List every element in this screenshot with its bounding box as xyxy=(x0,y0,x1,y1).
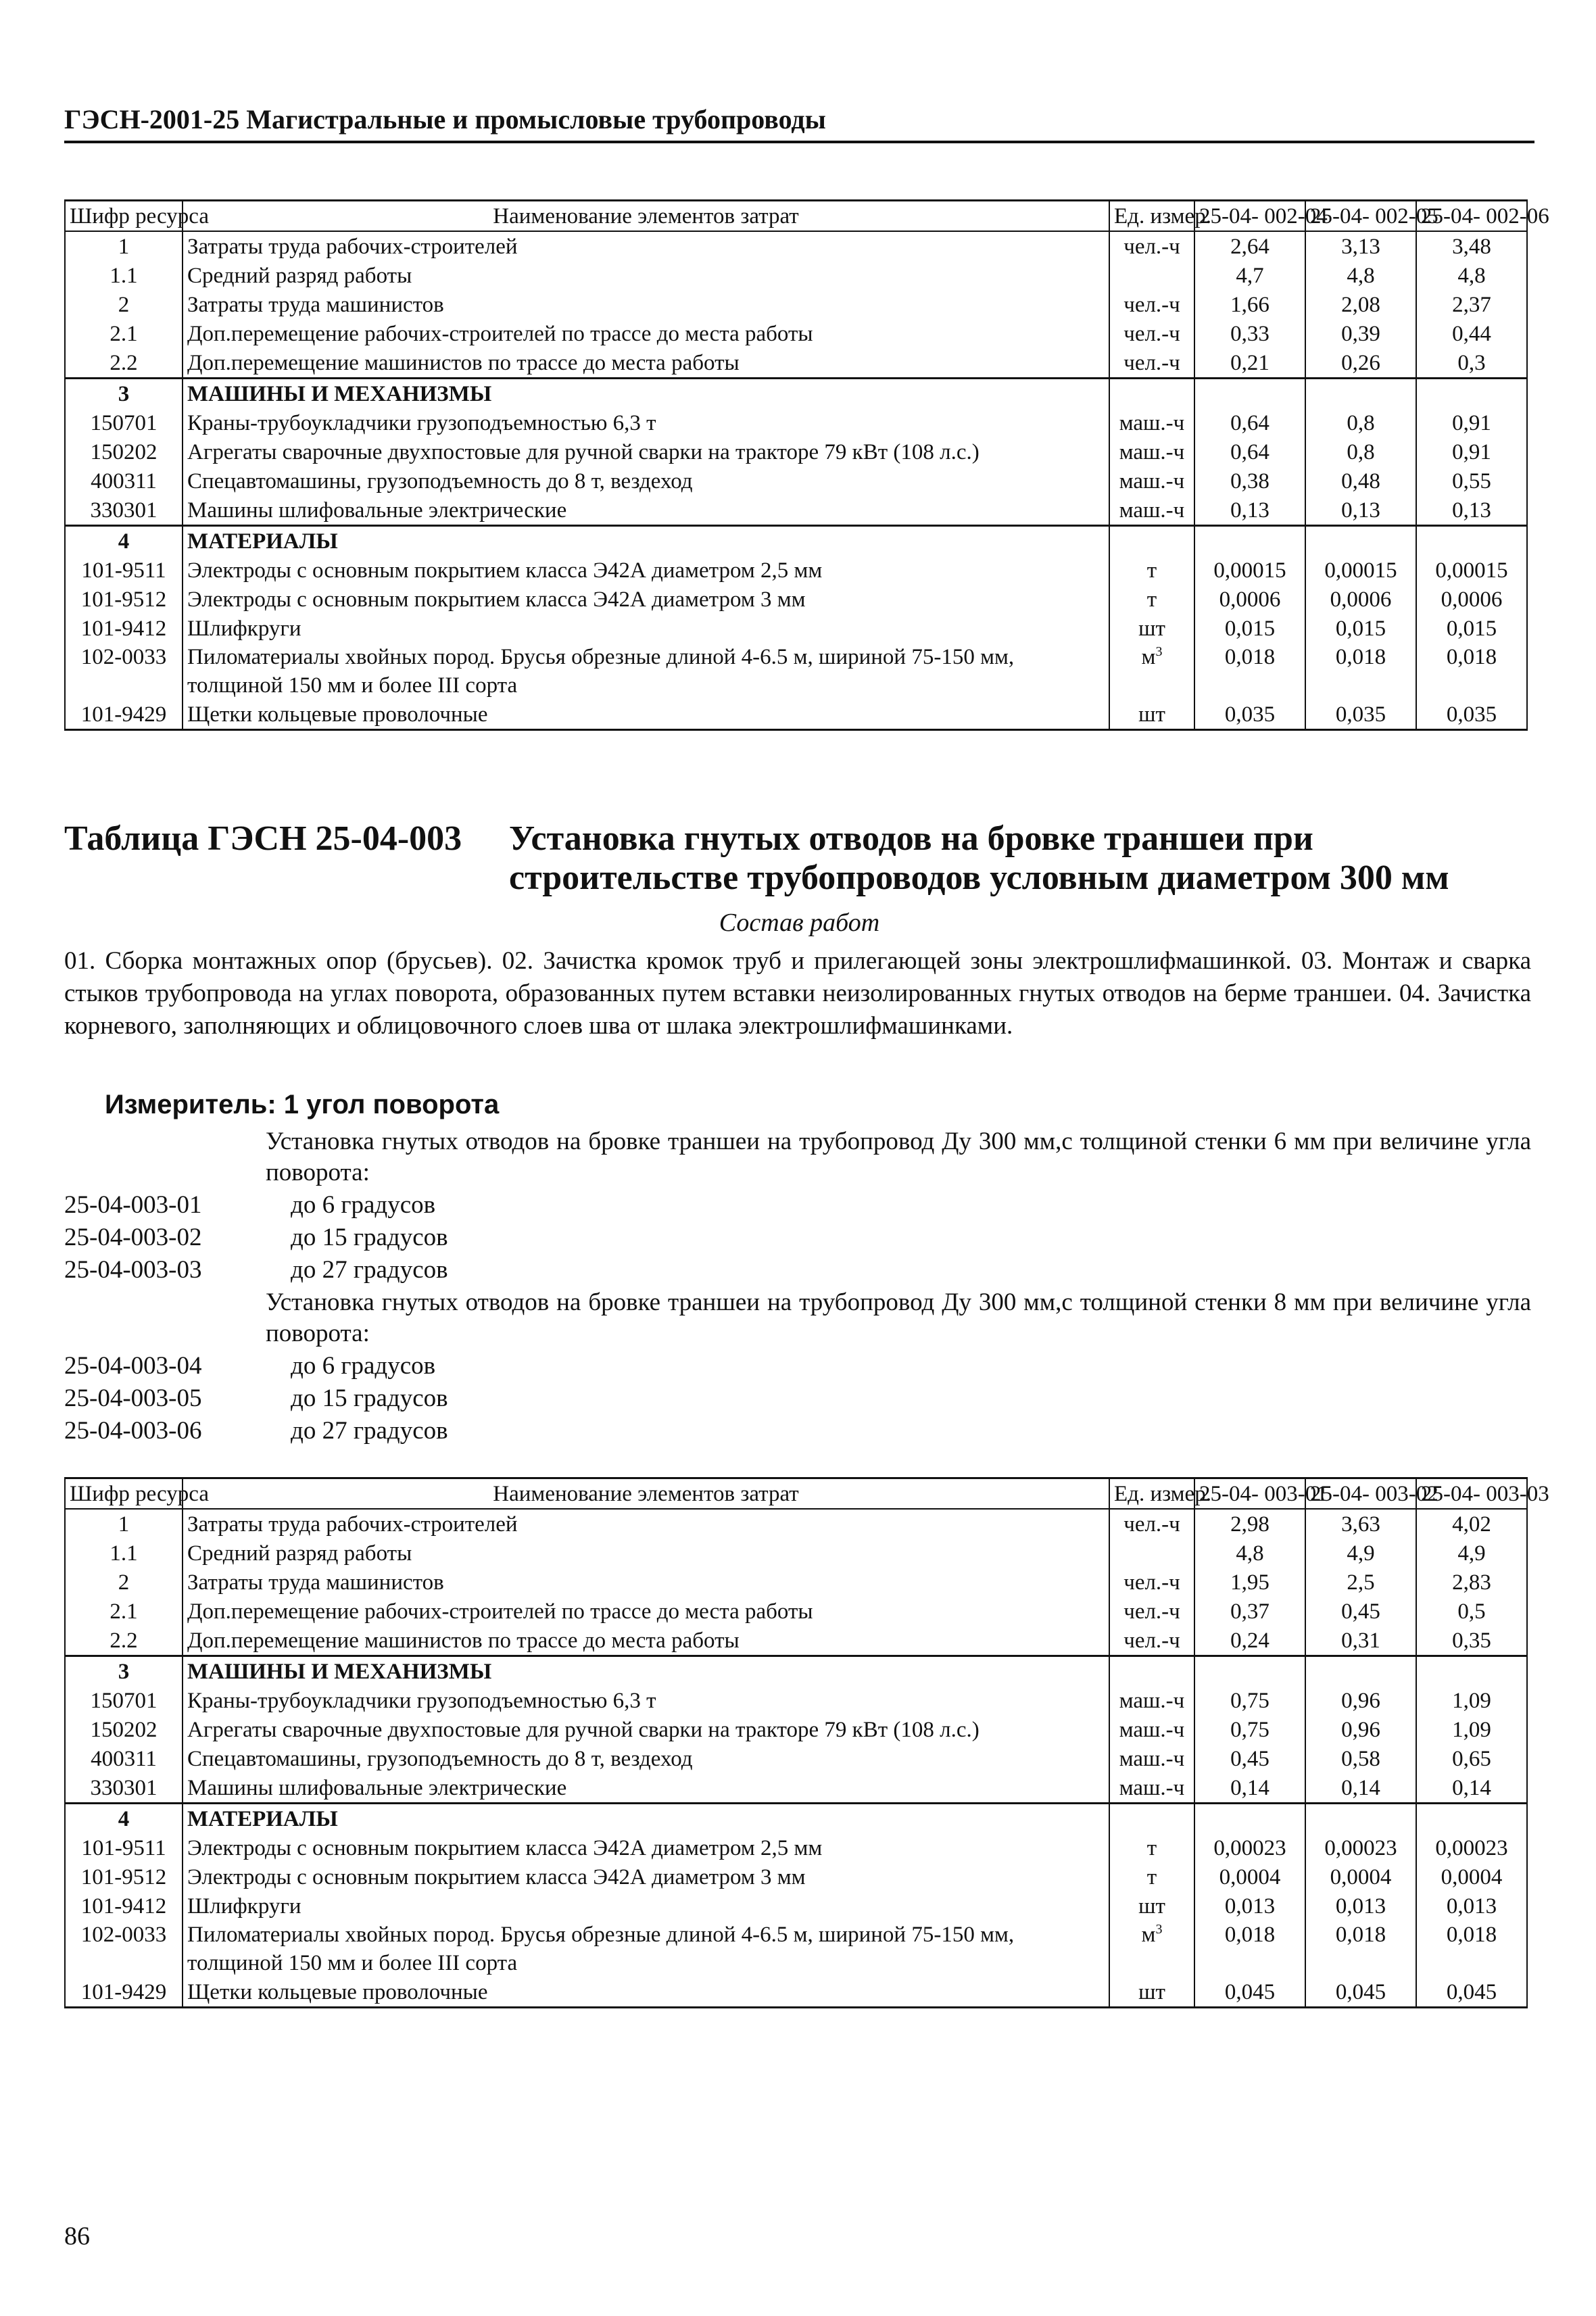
value-3: 0,035 xyxy=(1416,700,1527,730)
value-2: 0,018 xyxy=(1305,643,1416,700)
unit: т xyxy=(1109,585,1194,614)
variant-code: 25-04-003-03 xyxy=(64,1256,202,1284)
value-3: 0,018 xyxy=(1416,643,1527,700)
value-1: 4,7 xyxy=(1194,261,1305,290)
unit: чел.-ч xyxy=(1109,1568,1194,1597)
value-2: 0,96 xyxy=(1305,1686,1416,1715)
value-1: 4,8 xyxy=(1194,1539,1305,1568)
value-2: 0,13 xyxy=(1305,496,1416,526)
unit xyxy=(1109,1921,1194,1977)
cost-element-name: Средний разряд работы xyxy=(183,1539,1109,1568)
value-2: 0,31 xyxy=(1305,1626,1416,1656)
value-3: 3,48 xyxy=(1416,231,1527,261)
value-3: 0,045 xyxy=(1416,1977,1527,2008)
variant-item xyxy=(64,1190,435,1221)
cost-element-name: МАШИНЫ И МЕХАНИЗМЫ xyxy=(183,379,1109,409)
value-1: 0,00023 xyxy=(1194,1833,1305,1862)
cost-element-name: Щетки кольцевые проволочные xyxy=(183,1977,1109,2008)
variant-text: до 15 градусов xyxy=(291,1384,448,1412)
value-1 xyxy=(1194,526,1305,556)
unit xyxy=(1109,643,1194,700)
variant-code: 25-04-003-06 xyxy=(64,1417,202,1445)
value-1: 1,95 xyxy=(1194,1568,1305,1597)
unit: маш.-ч xyxy=(1109,1773,1194,1804)
cost-element-name: Машины шлифовальные электрические xyxy=(183,496,1109,526)
value-3: 0,35 xyxy=(1416,1626,1527,1656)
value-3 xyxy=(1416,1656,1527,1687)
cost-element-name: МАТЕРИАЛЫ xyxy=(183,1804,1109,1834)
cost-element-name: Электроды с основным покрытием класса Э42А диаметром 2,5 мм xyxy=(183,556,1109,585)
value-2: 0,96 xyxy=(1305,1715,1416,1744)
unit: т xyxy=(1109,556,1194,585)
value-1: 0,013 xyxy=(1194,1891,1305,1921)
resource-code: 3 xyxy=(65,1656,183,1687)
cost-element-name: Краны-трубоукладчики грузоподъемностью 6,3 т xyxy=(183,1686,1109,1715)
value-2: 0,26 xyxy=(1305,348,1416,379)
table-row xyxy=(65,526,1527,556)
value-2: 4,8 xyxy=(1305,261,1416,290)
resource-code: 2 xyxy=(65,1568,183,1597)
value-2: 3,63 xyxy=(1305,1509,1416,1539)
value-2: 0,015 xyxy=(1305,614,1416,643)
resource-code: 101-9512 xyxy=(65,1862,183,1891)
value-2: 0,013 xyxy=(1305,1891,1416,1921)
value-2 xyxy=(1305,379,1416,409)
table-row xyxy=(65,496,1527,526)
value-1: 0,33 xyxy=(1194,319,1305,348)
value-1: 0,13 xyxy=(1194,496,1305,526)
cost-element-name: Агрегаты сварочные двухпостовые для ручной сварки на тракторе 79 кВт (108 л.с.) xyxy=(183,437,1109,466)
table-row xyxy=(65,437,1527,466)
table-row xyxy=(65,1773,1527,1804)
unit: маш.-ч xyxy=(1109,466,1194,496)
header-col-1: 25-04- 003-01 xyxy=(1194,1478,1305,1510)
header-col-2: 25-04- 003-02 xyxy=(1305,1478,1416,1510)
value-2: 4,9 xyxy=(1305,1539,1416,1568)
table-row xyxy=(65,1597,1527,1626)
header-col-3: 25-04- 002-06 xyxy=(1416,201,1527,232)
resource-code: 150701 xyxy=(65,1686,183,1715)
resource-code: 101-9429 xyxy=(65,700,183,730)
value-1: 0,45 xyxy=(1194,1744,1305,1773)
value-3: 0,13 xyxy=(1416,496,1527,526)
resource-code: 1.1 xyxy=(65,261,183,290)
cost-element-name: Электроды с основным покрытием класса Э42А диаметром 2,5 мм xyxy=(183,1833,1109,1862)
resource-table-003 xyxy=(64,1477,1549,2008)
value-3: 2,37 xyxy=(1416,290,1527,319)
value-2: 0,0006 xyxy=(1305,585,1416,614)
value-3: 0,0004 xyxy=(1416,1862,1527,1891)
unit: шт xyxy=(1109,700,1194,730)
unit xyxy=(1109,526,1194,556)
table-row xyxy=(65,1686,1527,1715)
cost-element-name: Спецавтомашины, грузоподъемность до 8 т, вездеход xyxy=(183,1744,1109,1773)
table-row xyxy=(65,556,1527,585)
value-1: 0,045 xyxy=(1194,1977,1305,2008)
cost-element-name: Спецавтомашины, грузоподъемность до 8 т, вездеход xyxy=(183,466,1109,496)
resource-code: 150701 xyxy=(65,408,183,437)
value-2: 2,08 xyxy=(1305,290,1416,319)
resource-code: 2 xyxy=(65,290,183,319)
unit: шт xyxy=(1109,1977,1194,2008)
running-header: ГЭСН-2001-25 Магистральные и промысловые трубопроводы xyxy=(64,103,1534,143)
variant-text: до 27 градусов xyxy=(291,1417,448,1445)
unit: маш.-ч xyxy=(1109,1686,1194,1715)
resource-code: 101-9511 xyxy=(65,1833,183,1862)
cost-element-name: Машины шлифовальные электрические xyxy=(183,1773,1109,1804)
value-2: 0,0004 xyxy=(1305,1862,1416,1891)
table-row xyxy=(65,585,1527,614)
header-unit: Ед. измер. xyxy=(1109,1478,1194,1510)
value-1: 0,64 xyxy=(1194,437,1305,466)
page-number: 86 xyxy=(64,2222,90,2250)
header-name: Наименование элементов затрат xyxy=(183,1478,1109,1510)
table-row xyxy=(65,1833,1527,1862)
value-3: 0,55 xyxy=(1416,466,1527,496)
resource-code: 101-9412 xyxy=(65,1891,183,1921)
unit xyxy=(1109,261,1194,290)
value-3: 0,44 xyxy=(1416,319,1527,348)
header-unit: Ед. измер. xyxy=(1109,201,1194,232)
cost-element-name: МАТЕРИАЛЫ xyxy=(183,526,1109,556)
cost-element-name: Средний разряд работы xyxy=(183,261,1109,290)
unit-exponent: 3 xyxy=(1155,1922,1163,1937)
table-row xyxy=(65,261,1527,290)
value-1: 0,015 xyxy=(1194,614,1305,643)
value-3: 0,00023 xyxy=(1416,1833,1527,1862)
value-3: 0,0006 xyxy=(1416,585,1527,614)
table-row xyxy=(65,466,1527,496)
table-row xyxy=(65,290,1527,319)
resource-code: 330301 xyxy=(65,496,183,526)
resource-code: 2.1 xyxy=(65,319,183,348)
value-2 xyxy=(1305,1656,1416,1687)
unit: чел.-ч xyxy=(1109,231,1194,261)
table-row xyxy=(65,1539,1527,1568)
table-row xyxy=(65,1804,1527,1834)
value-2: 2,5 xyxy=(1305,1568,1416,1597)
value-2: 0,39 xyxy=(1305,319,1416,348)
value-1: 1,66 xyxy=(1194,290,1305,319)
unit xyxy=(1109,1656,1194,1687)
unit: шт xyxy=(1109,614,1194,643)
value-3 xyxy=(1416,526,1527,556)
value-2: 0,8 xyxy=(1305,437,1416,466)
unit: маш.-ч xyxy=(1109,496,1194,526)
resource-code: 4 xyxy=(65,526,183,556)
cost-element-name: Краны-трубоукладчики грузоподъемностью 6,3 т xyxy=(183,408,1109,437)
value-3: 0,14 xyxy=(1416,1773,1527,1804)
unit: т xyxy=(1109,1833,1194,1862)
cost-element-name: Щетки кольцевые проволочные xyxy=(183,700,1109,730)
cost-element-name: Доп.перемещение рабочих-строителей по трассе до места работы xyxy=(183,319,1109,348)
value-3: 4,02 xyxy=(1416,1509,1527,1539)
value-1 xyxy=(1194,1656,1305,1687)
table-row xyxy=(65,1977,1527,2008)
value-1: 0,018 xyxy=(1194,1921,1305,1977)
value-3: 0,00015 xyxy=(1416,556,1527,585)
resource-code: 2.2 xyxy=(65,1626,183,1656)
cost-element-name: Электроды с основным покрытием класса Э42А диаметром 3 мм xyxy=(183,1862,1109,1891)
unit: маш.-ч xyxy=(1109,437,1194,466)
resource-code: 101-9512 xyxy=(65,585,183,614)
value-3 xyxy=(1416,1804,1527,1834)
unit: т xyxy=(1109,1862,1194,1891)
resource-code: 1 xyxy=(65,1509,183,1539)
cost-element-name: Доп.перемещение рабочих-строителей по трассе до места работы xyxy=(183,1597,1109,1626)
value-2: 0,45 xyxy=(1305,1597,1416,1626)
value-1 xyxy=(1194,1804,1305,1834)
unit-exponent: 3 xyxy=(1155,644,1163,659)
cost-element-name: Пиломатериалы хвойных пород. Брусья обрезные длиной 4-6.5 м, шириной 75-150 мм, толщиной 150 мм и более III сорта xyxy=(183,1921,1109,1977)
value-2: 0,00023 xyxy=(1305,1833,1416,1862)
variant-item xyxy=(64,1222,448,1253)
group-intro-1: Установка гнутых отводов на бровке траншеи на трубопровод Ду 300 мм,с толщиной стенки 6 мм при величине угла поворота: xyxy=(266,1128,1531,1186)
value-1: 2,98 xyxy=(1194,1509,1305,1539)
resource-code: 400311 xyxy=(65,466,183,496)
value-2: 0,48 xyxy=(1305,466,1416,496)
unit: маш.-ч xyxy=(1109,1715,1194,1744)
variant-code: 25-04-003-04 xyxy=(64,1352,202,1380)
cost-element-name: Затраты труда машинистов xyxy=(183,1568,1109,1597)
resource-code: 101-9511 xyxy=(65,556,183,585)
resource-code: 1.1 xyxy=(65,1539,183,1568)
header-col-3: 25-04- 003-03 xyxy=(1416,1478,1527,1510)
value-3: 1,09 xyxy=(1416,1686,1527,1715)
cost-element-name: Доп.перемещение машинистов по трассе до места работы xyxy=(183,348,1109,379)
table-row xyxy=(65,614,1527,643)
value-3: 0,91 xyxy=(1416,408,1527,437)
header-code: Шифр ресурса xyxy=(65,1478,183,1510)
value-2: 0,14 xyxy=(1305,1773,1416,1804)
resource-code: 3 xyxy=(65,379,183,409)
unit: чел.-ч xyxy=(1109,1597,1194,1626)
value-2: 0,58 xyxy=(1305,1744,1416,1773)
variant-code: 25-04-003-02 xyxy=(64,1224,202,1251)
variant-code: 25-04-003-01 xyxy=(64,1191,202,1219)
composition-text: 01. Сборка монтажных опор (брусьев). 02. Зачистка кромок труб и прилегающей зоны электрошлифмашинкой. 03. Монтаж и сварка стыков трубопровода на углах поворота, образованных путем вставки неизолированных гнутых отводов на берме траншеи. 04. Зачистка корневого, заполняющих и облицовочного слоев шва от шлака электрошлифмашинками. xyxy=(64,947,1531,1040)
cost-element-name: МАШИНЫ И МЕХАНИЗМЫ xyxy=(183,1656,1109,1687)
value-3: 0,5 xyxy=(1416,1597,1527,1626)
table-row xyxy=(65,319,1527,348)
value-2: 3,13 xyxy=(1305,231,1416,261)
cost-element-name: Шлифкруги xyxy=(183,1891,1109,1921)
cost-element-name: Агрегаты сварочные двухпостовые для ручной сварки на тракторе 79 кВт (108 л.с.) xyxy=(183,1715,1109,1744)
value-2 xyxy=(1305,1804,1416,1834)
table-row xyxy=(65,231,1527,261)
header-col-1: 25-04- 002-04 xyxy=(1194,201,1305,232)
value-2: 0,035 xyxy=(1305,700,1416,730)
unit xyxy=(1109,379,1194,409)
table-title-text: Установка гнутых отводов на бровке траншеи при строительстве трубопроводов условным диаметром 300 мм xyxy=(509,819,1449,897)
resource-code: 101-9412 xyxy=(65,614,183,643)
value-1: 0,21 xyxy=(1194,348,1305,379)
value-1: 0,14 xyxy=(1194,1773,1305,1804)
value-1: 0,64 xyxy=(1194,408,1305,437)
value-1: 0,018 xyxy=(1194,643,1305,700)
resource-code: 150202 xyxy=(65,1715,183,1744)
table-row xyxy=(65,379,1527,409)
value-1: 2,64 xyxy=(1194,231,1305,261)
table-row xyxy=(65,1509,1527,1539)
value-1 xyxy=(1194,379,1305,409)
variant-text: до 27 градусов xyxy=(291,1256,448,1284)
unit: чел.-ч xyxy=(1109,319,1194,348)
cost-element-name: Затраты труда машинистов xyxy=(183,290,1109,319)
table-row xyxy=(65,1568,1527,1597)
unit: маш.-ч xyxy=(1109,408,1194,437)
composition-heading: Состав работ xyxy=(719,909,880,937)
resource-table-002 xyxy=(64,199,1549,731)
value-2: 0,00015 xyxy=(1305,556,1416,585)
table-row xyxy=(65,408,1527,437)
resource-code: 101-9429 xyxy=(65,1977,183,2008)
table-row xyxy=(65,1715,1527,1744)
resource-code: 1 xyxy=(65,231,183,261)
cost-element-name: Пиломатериалы хвойных пород. Брусья обрезные длиной 4-6.5 м, шириной 75-150 мм, толщиной 150 мм и более III сорта xyxy=(183,643,1109,700)
unit-base: м xyxy=(1141,645,1156,669)
table-row xyxy=(65,643,1527,700)
group-intro-2: Установка гнутых отводов на бровке траншеи на трубопровод Ду 300 мм,с толщиной стенки 8 мм при величине угла поворота: xyxy=(266,1288,1531,1347)
table-row xyxy=(65,1656,1527,1687)
value-3: 0,015 xyxy=(1416,614,1527,643)
value-2: 0,045 xyxy=(1305,1977,1416,2008)
table-header-row xyxy=(65,201,1527,232)
value-3: 0,65 xyxy=(1416,1744,1527,1773)
cost-element-name: Затраты труда рабочих-строителей xyxy=(183,1509,1109,1539)
cost-element-name: Доп.перемещение машинистов по трассе до места работы xyxy=(183,1626,1109,1656)
value-1: 0,0006 xyxy=(1194,585,1305,614)
value-3: 4,8 xyxy=(1416,261,1527,290)
header-col-2: 25-04- 002-05 xyxy=(1305,201,1416,232)
value-1: 0,37 xyxy=(1194,1597,1305,1626)
resource-code: 400311 xyxy=(65,1744,183,1773)
value-3: 1,09 xyxy=(1416,1715,1527,1744)
variant-text: до 6 градусов xyxy=(291,1352,436,1380)
value-1: 0,035 xyxy=(1194,700,1305,730)
unit: чел.-ч xyxy=(1109,290,1194,319)
cost-element-name: Электроды с основным покрытием класса Э42А диаметром 3 мм xyxy=(183,585,1109,614)
variant-code: 25-04-003-05 xyxy=(64,1384,202,1412)
table-row xyxy=(65,348,1527,379)
cost-element-name: Шлифкруги xyxy=(183,614,1109,643)
value-2: 0,018 xyxy=(1305,1921,1416,1977)
value-3 xyxy=(1416,379,1527,409)
value-3: 0,013 xyxy=(1416,1891,1527,1921)
unit: чел.-ч xyxy=(1109,1626,1194,1656)
table-header-row xyxy=(65,1478,1527,1510)
value-1: 0,75 xyxy=(1194,1686,1305,1715)
value-3: 0,3 xyxy=(1416,348,1527,379)
value-3: 0,91 xyxy=(1416,437,1527,466)
variant-item xyxy=(64,1351,435,1382)
value-2 xyxy=(1305,526,1416,556)
resource-code: 2.1 xyxy=(65,1597,183,1626)
variant-text: до 6 градусов xyxy=(291,1191,436,1219)
value-3: 4,9 xyxy=(1416,1539,1527,1568)
variant-item xyxy=(64,1383,448,1414)
table-row xyxy=(65,1744,1527,1773)
unit xyxy=(1109,1804,1194,1834)
table-row xyxy=(65,700,1527,730)
table-row xyxy=(65,1626,1527,1656)
unit: маш.-ч xyxy=(1109,1744,1194,1773)
meter-label: Измеритель: 1 угол поворота xyxy=(105,1090,500,1119)
header-code: Шифр ресурса xyxy=(65,201,183,232)
unit: чел.-ч xyxy=(1109,1509,1194,1539)
unit-base: м xyxy=(1141,1923,1156,1947)
value-1: 0,24 xyxy=(1194,1626,1305,1656)
value-1: 0,0004 xyxy=(1194,1862,1305,1891)
value-3: 0,018 xyxy=(1416,1921,1527,1977)
variant-item xyxy=(64,1255,448,1286)
resource-code: 102-0033 xyxy=(65,1921,183,1977)
table-row xyxy=(65,1921,1527,1977)
variant-item xyxy=(64,1416,448,1447)
resource-code: 2.2 xyxy=(65,348,183,379)
table-row xyxy=(65,1862,1527,1891)
unit: чел.-ч xyxy=(1109,348,1194,379)
value-1: 0,00015 xyxy=(1194,556,1305,585)
value-2: 0,8 xyxy=(1305,408,1416,437)
header-name: Наименование элементов затрат xyxy=(183,201,1109,232)
value-3: 2,83 xyxy=(1416,1568,1527,1597)
resource-code: 150202 xyxy=(65,437,183,466)
value-1: 0,38 xyxy=(1194,466,1305,496)
cost-element-name: Затраты труда рабочих-строителей xyxy=(183,231,1109,261)
unit: шт xyxy=(1109,1891,1194,1921)
table-title-id: Таблица ГЭСН 25-04-003 xyxy=(64,819,462,858)
variant-text: до 15 градусов xyxy=(291,1224,448,1251)
resource-code: 102-0033 xyxy=(65,643,183,700)
table-row xyxy=(65,1891,1527,1921)
value-1: 0,75 xyxy=(1194,1715,1305,1744)
resource-code: 330301 xyxy=(65,1773,183,1804)
resource-code: 4 xyxy=(65,1804,183,1834)
unit xyxy=(1109,1539,1194,1568)
